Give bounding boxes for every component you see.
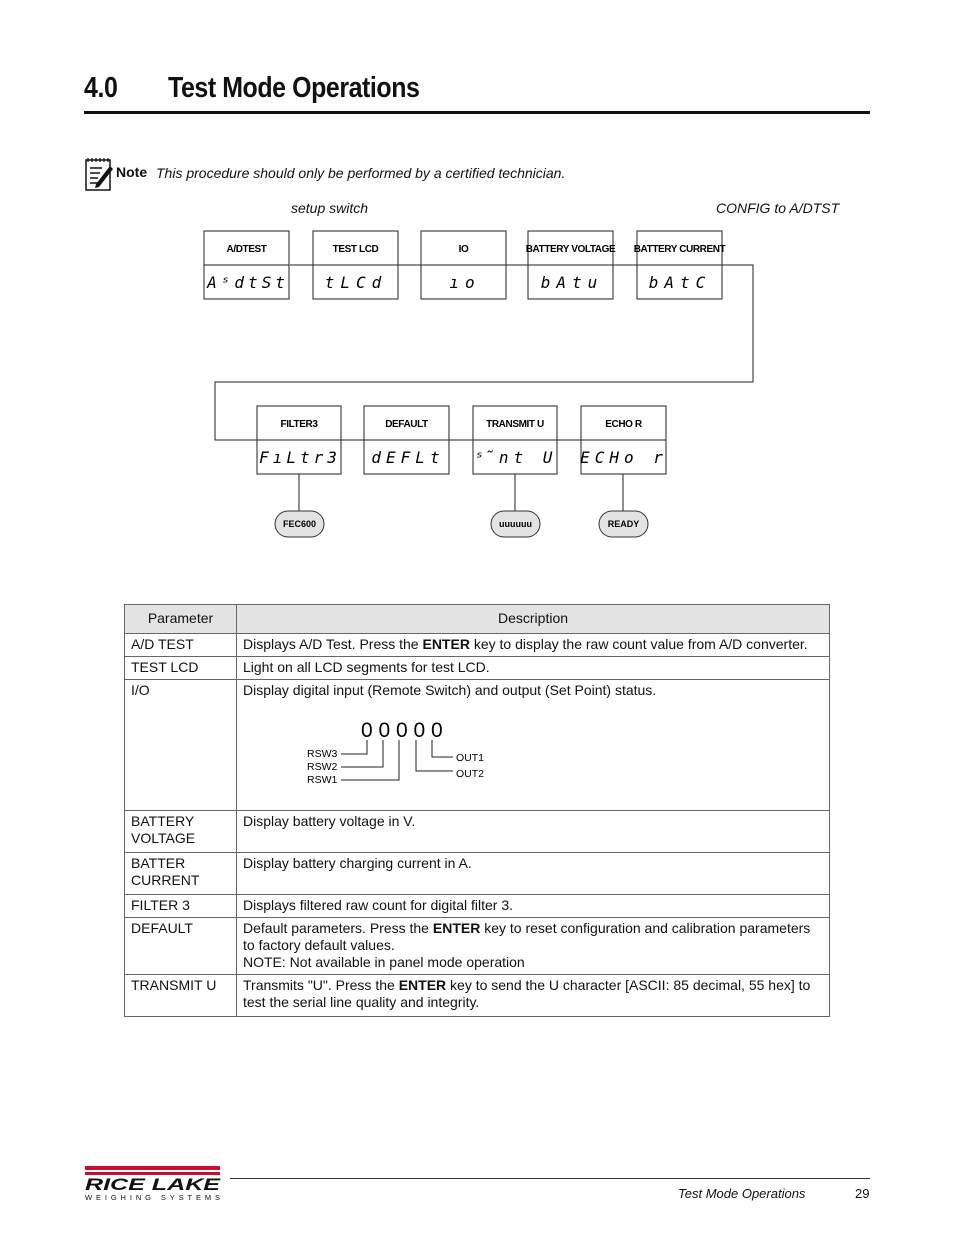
- menu-box-label: TRANSMIT U: [486, 419, 544, 430]
- menu-box-transmit-u: [473, 406, 557, 474]
- desc-cell: Display digital input (Remote Switch) and output (Set Point) status. 0 0 0 0 0 RSW3 RSW2 RSW1 OUT1 OUT2: [237, 680, 830, 811]
- table-row: [125, 680, 830, 811]
- desc-cell: Displays filtered raw count for digital filter 3.: [237, 895, 830, 918]
- io-input-label: RSW3: [307, 748, 338, 760]
- io-output-label: OUT2: [456, 768, 485, 780]
- io-status-diagram: [305, 714, 505, 794]
- result-pill-ready: [599, 511, 648, 537]
- table-row: [125, 634, 830, 657]
- desc-cell: Transmits "U". Press the ENTER key to send the U character [ASCII: 85 decimal, 55 hex] to test the serial line quality and integrity.: [237, 975, 830, 1017]
- menu-box-label: BATTERY CURRENT: [633, 244, 726, 255]
- result-pill-uuuuuu: [491, 511, 540, 537]
- param-cell: TRANSMIT U: [125, 975, 237, 1017]
- menu-box-display: bAtu: [540, 273, 604, 292]
- footer-title: Test Mode Operations: [678, 1186, 806, 1201]
- menu-box-label: TEST LCD: [332, 244, 379, 255]
- rice-lake-logo: [85, 1165, 225, 1201]
- param-cell: DEFAULT: [125, 918, 237, 975]
- table-row: [125, 811, 830, 853]
- note-label: Note: [116, 164, 148, 180]
- param-cell: BATTER CURRENT: [125, 853, 237, 895]
- svg-text:RICE LAKE: RICE LAKE: [85, 1175, 221, 1194]
- table-row: [125, 657, 830, 680]
- menu-box-label: A/DTEST: [226, 244, 267, 255]
- menu-box-label: ECHO R: [605, 419, 642, 430]
- table-row: [125, 895, 830, 918]
- flow-start-label: setup switch: [291, 200, 369, 216]
- menu-box-display: FıLtr3: [259, 448, 341, 467]
- desc-cell: Default parameters. Press the ENTER key to reset configuration and calibration parameters to factory default values. NOTE: Not available in panel mode operation: [237, 918, 830, 975]
- column-header-parameter: Parameter: [125, 605, 237, 634]
- desc-cell: Displays A/D Test. Press the ENTER key to display the raw count value from A/D converter.: [237, 634, 830, 657]
- io-input-label: RSW1: [307, 774, 338, 786]
- menu-box-display: ıo: [449, 273, 481, 292]
- svg-text:READY: READY: [607, 519, 640, 529]
- menu-box-filter3: [257, 406, 341, 474]
- desc-cell: Display battery charging current in A.: [237, 853, 830, 895]
- menu-box-display: ECHo r: [580, 448, 668, 467]
- param-cell: A/D TEST: [125, 634, 237, 657]
- column-header-description: Description: [237, 605, 830, 634]
- menu-box-display: AˢdtSt: [207, 273, 289, 292]
- menu-box-display: tLCd: [324, 273, 388, 292]
- menu-box-io: [421, 231, 506, 299]
- svg-text:WEIGHING SYSTEMS: WEIGHING SYSTEMS: [85, 1193, 220, 1201]
- page-number: 29: [855, 1186, 870, 1201]
- menu-box-battery-voltage: [526, 231, 616, 299]
- param-cell: I/O: [125, 680, 237, 811]
- menu-box-display: dEFLt: [371, 448, 445, 467]
- menu-box-label: DEFAULT: [385, 419, 428, 430]
- section-number: 4.0: [84, 72, 118, 104]
- menu-box-echo-r: [580, 406, 668, 474]
- table-row: [125, 918, 830, 975]
- parameter-table: [124, 604, 830, 1017]
- param-cell: FILTER 3: [125, 895, 237, 918]
- table-row: [125, 975, 830, 1017]
- menu-box-adtest: [204, 231, 289, 299]
- menu-box-test-lcd: [313, 231, 398, 299]
- io-output-label: OUT1: [456, 752, 485, 764]
- svg-text:FEC600: FEC600: [282, 519, 317, 529]
- io-digits: 0 0 0 0 0: [361, 719, 443, 742]
- table-row: [125, 853, 830, 895]
- io-input-label: RSW2: [307, 761, 338, 773]
- result-pill-fec600: [275, 511, 324, 537]
- menu-box-default: [364, 406, 449, 474]
- test-mode-flow-diagram: [0, 0, 954, 600]
- menu-box-display: ˢ̃nt U: [474, 448, 558, 467]
- note-text: This procedure should only be performed by a certified technician.: [156, 165, 566, 181]
- table-header-row: [125, 605, 830, 634]
- menu-box-label: IO: [458, 244, 469, 255]
- param-cell: BATTERY VOLTAGE: [125, 811, 237, 853]
- menu-box-battery-current: [634, 231, 726, 299]
- desc-cell: Light on all LCD segments for test LCD.: [237, 657, 830, 680]
- menu-box-label: FILTER3: [280, 419, 318, 430]
- desc-cell: Display battery voltage in V.: [237, 811, 830, 853]
- menu-box-display: bAtC: [648, 273, 712, 292]
- menu-box-label: BATTERY VOLTAGE: [525, 244, 616, 255]
- param-cell: TEST LCD: [125, 657, 237, 680]
- flow-end-label: CONFIG to A/DTST: [716, 200, 840, 216]
- svg-text:uuuuuu: uuuuuu: [499, 519, 532, 529]
- page-title: Test Mode Operations: [168, 72, 420, 104]
- footer-rule: [230, 1178, 870, 1179]
